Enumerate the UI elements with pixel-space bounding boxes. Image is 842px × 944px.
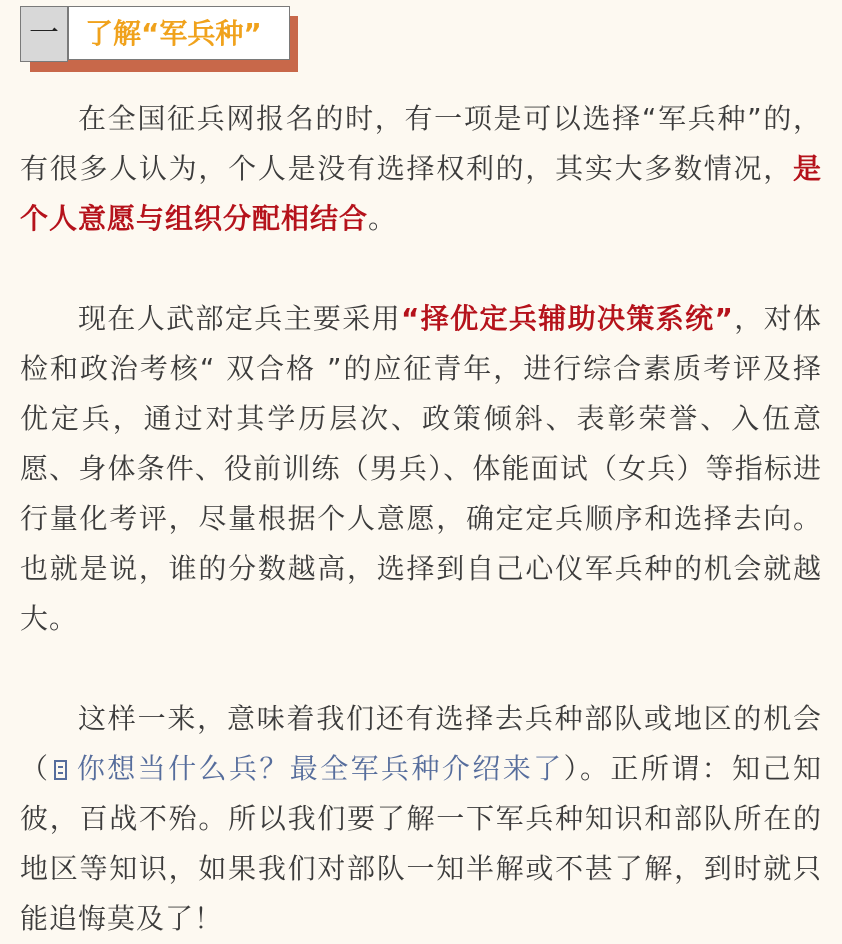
paragraph-2-after: ，对体检和政治考核“ 双合格 ”的应征青年，进行综合素质考评及择优定兵，通过对其学历层次、政策倾斜、表彰荣誉、入伍意愿、身体条件、役前训练（男兵）、体能面试（女兵）等指标进行量化考评，尽量根据个人意愿，确定定兵顺序和选择去向。也就是说，谁的分数越高，选择到自己心仪军兵种的机会就越大。: [20, 302, 822, 635]
paragraph-2-highlight: “择优定兵辅助决策系统”: [401, 302, 734, 335]
paragraph-1-end: 。: [368, 202, 398, 235]
paragraph-3-after: ）。正所谓：知己知彼，百战不殆。所以我们要了解一下军兵种知识和部队所在的地区等知识，如果我们对部队一知半解或不甚了解，到时就只能追悔莫及了！: [20, 752, 822, 935]
article-body: [20, 94, 822, 944]
heading-title: 了解“军兵种”: [68, 6, 290, 60]
paragraph-2: [20, 294, 822, 644]
paragraph-gap: [20, 644, 822, 694]
paragraph-3-before: 这样一来，意味着我们还有选择去兵种部队或地区的机会（: [20, 702, 822, 785]
paragraph-3: [20, 694, 822, 944]
section-heading: [20, 6, 292, 66]
heading-number: 一: [20, 6, 68, 62]
paragraph-1-text: 在全国征兵网报名的时，有一项是可以选择“军兵种”的，有很多人认为，个人是没有选择权利的，其实大多数情况，: [20, 102, 822, 185]
document-icon: [54, 760, 67, 780]
article-link[interactable]: [50, 752, 563, 785]
paragraph-1: [20, 94, 822, 244]
paragraph-gap: [20, 244, 822, 294]
article-link-text[interactable]: 你想当什么兵？最全军兵种介绍来了: [75, 752, 564, 785]
paragraph-2-before: 现在人武部定兵主要采用: [78, 302, 402, 335]
paragraph-1-highlight: 是个人意愿与组织分配相结合: [20, 152, 822, 235]
